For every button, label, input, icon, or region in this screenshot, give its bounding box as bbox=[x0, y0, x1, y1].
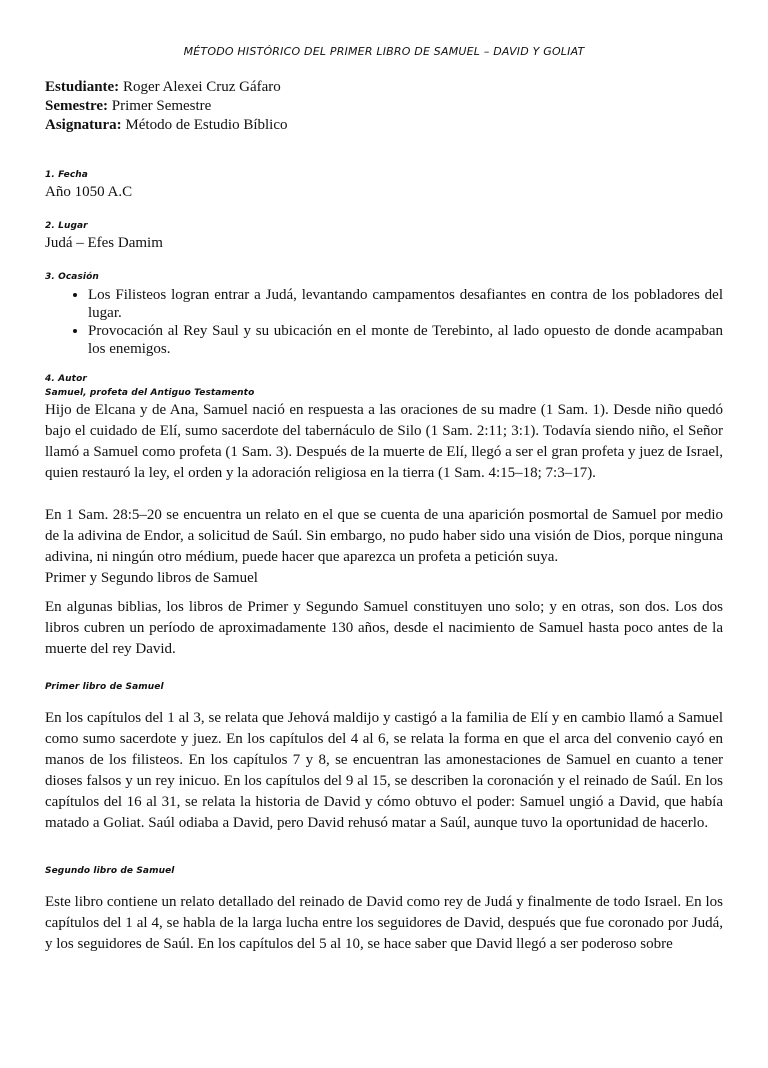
segundo-libro-paragraph: Este libro contiene un relato detallado del reinado de David como rey de Judá y finalmente de todo Israel. En los capítulos del 1 al 4, se habla de la larga lucha entre los seguidores de David, después que fue coronado por Judá, y los seguidores de Saúl. En los capítulos del 5 al 10, se hace saber que David llegó a ser poderoso sobre bbox=[45, 894, 723, 952]
student-value: Roger Alexei Cruz Gáfaro bbox=[119, 79, 281, 95]
section-autor bbox=[45, 372, 723, 660]
section-lugar bbox=[45, 219, 723, 253]
section-primer-libro bbox=[45, 680, 723, 834]
list-item: • Los Filisteos logran entrar a Judá, levantando campamentos desafiantes en contra de los pobladores del lugar. bbox=[88, 286, 723, 322]
section-heading-fecha: 1. Fecha bbox=[45, 170, 88, 180]
document-title: MÉTODO HISTÓRICO DEL PRIMER LIBRO DE SAMUEL – DAVID Y GOLIAT bbox=[183, 45, 585, 58]
ocasion-list bbox=[45, 286, 723, 358]
segundo-libro-heading: Segundo libro de Samuel bbox=[45, 866, 175, 876]
section-fecha bbox=[45, 168, 723, 202]
student-label: Estudiante: bbox=[45, 79, 120, 95]
autor-paragraph-4: En algunas biblias, los libros de Primer y Segundo Samuel constituyen uno solo; y en otras, son dos. Los dos libros cubren un período de aproximadamente 130 años, desde el nacimiento de Samuel hasta poco antes de la muerte del rey David. bbox=[45, 599, 723, 657]
autor-paragraph-3: Primer y Segundo libros de Samuel bbox=[45, 570, 258, 586]
semester-label: Semestre: bbox=[45, 98, 109, 114]
subject-line bbox=[45, 116, 723, 135]
subject-value: Método de Estudio Bíblico bbox=[121, 117, 288, 133]
autor-paragraph-1: Hijo de Elcana y de Ana, Samuel nació en respuesta a las oraciones de su madre (1 Sam. 1). Desde niño quedó bajo el cuidado de Elí, sumo sacerdote del tabernáculo de Silo (1 Sam. 2:11; 3:1). Todavía siendo niño, el Señor llamó a Samuel como profeta (1 Sam. 3). Después de la muerte de Elí, llegó a ser el gran profeta y juez de Israel, quien restauró la ley, el orden y la adoración religiosa en la tierra (1 Sam. 4:15–18; 7:3–17). bbox=[45, 402, 723, 481]
section-heading-lugar: 2. Lugar bbox=[45, 221, 88, 231]
subject-label: Asignatura: bbox=[45, 117, 122, 133]
document-page bbox=[0, 44, 768, 1068]
autor-subheading: Samuel, profeta del Antiguo Testamento bbox=[45, 388, 255, 398]
semester-value: Primer Semestre bbox=[108, 98, 212, 114]
primer-libro-paragraph: En los capítulos del 1 al 3, se relata que Jehová maldijo y castigó a la familia de Elí y en cambio llamó a Samuel como sumo sacerdote y juez. En los capítulos del 4 al 6, se relata la forma en que el arca del convenio cayó en manos de los filisteos. En los capítulos 7 y 8, se encuentran las amonestaciones de Samuel en cuanto a tener dioses falsos y un rey inicuo. En los capítulos del 9 al 15, se describen la coronación y el reinado de Saúl. En los capítulos del 16 al 31, se relata la historia de David y cómo obtuvo el poder: Samuel ungió a David, que había matado a Goliat. Saúl odiaba a David, pero David rehusó matar a Saúl, aunque tuvo la oportunidad de hacerlo. bbox=[45, 710, 723, 831]
fecha-value: Año 1050 A.C bbox=[45, 184, 133, 200]
autor-paragraph-2: En 1 Sam. 28:5–20 se encuentra un relato en el que se cuenta de una aparición posmortal de Samuel por medio de la adivina de Endor, a solicitud de Saúl. Sin embargo, no pudo haber sido una visión de Dios, porque ninguna adivina, ni ningún otro médium, puede hacer que aparezca un profeta a petición suya. bbox=[45, 507, 723, 565]
primer-libro-heading: Primer libro de Samuel bbox=[45, 682, 164, 692]
list-item: • Provocación al Rey Saul y su ubicación en el monte de Terebinto, al lado opuesto de donde acampaban los enemigos. bbox=[88, 322, 723, 358]
section-heading-ocasion: 3. Ocasión bbox=[45, 272, 99, 282]
section-segundo-libro bbox=[45, 864, 723, 955]
section-heading-autor: 4. Autor bbox=[45, 374, 87, 384]
student-line bbox=[45, 78, 723, 97]
document-meta bbox=[45, 78, 723, 135]
section-ocasion bbox=[45, 270, 723, 358]
semester-line bbox=[45, 97, 723, 116]
lugar-value: Judá – Efes Damim bbox=[45, 235, 163, 251]
